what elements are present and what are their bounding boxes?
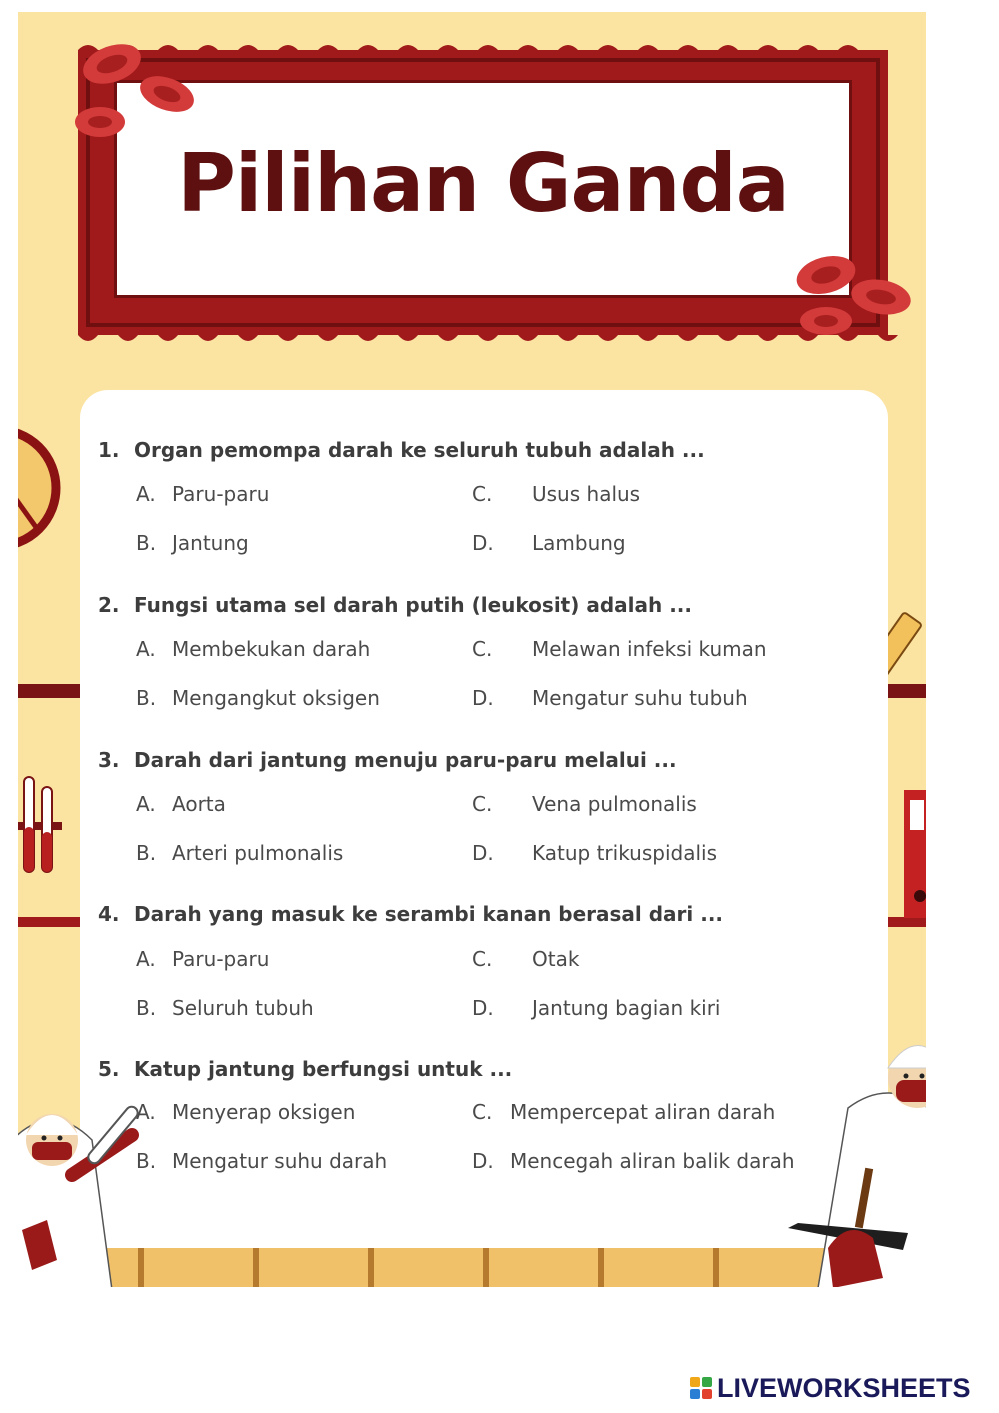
blood-cell-icon xyxy=(786,247,926,347)
blood-cell-icon xyxy=(72,34,212,144)
option-text: Jantung xyxy=(172,531,249,555)
option-letter: A. xyxy=(136,637,156,661)
option-text: Lambung xyxy=(532,531,626,555)
liveworksheets-logo[interactable] xyxy=(690,1372,971,1404)
option-d[interactable] xyxy=(472,686,748,710)
option-text: Usus halus xyxy=(532,482,641,506)
option-text: Melawan infeksi kuman xyxy=(532,637,767,661)
option-letter: D. xyxy=(472,841,494,865)
brand-name: LIVEWORKSHEETS xyxy=(717,1372,971,1403)
option-d[interactable] xyxy=(472,1149,795,1173)
option-a[interactable] xyxy=(136,637,370,661)
option-a[interactable] xyxy=(136,482,269,506)
question-text xyxy=(98,593,692,617)
option-letter: A. xyxy=(136,1100,156,1124)
red-binder-icon xyxy=(902,790,926,920)
option-text: Mempercepat aliran darah xyxy=(510,1100,776,1124)
option-c[interactable] xyxy=(472,792,697,816)
option-c[interactable] xyxy=(472,482,640,506)
liveworksheets-logo-icon xyxy=(690,1377,712,1399)
question-prompt: Fungsi utama sel darah putih (leukosit) adalah ... xyxy=(134,593,692,617)
option-c[interactable] xyxy=(472,637,767,661)
option-text: Arteri pulmonalis xyxy=(172,841,344,865)
option-letter: C. xyxy=(472,482,493,506)
option-letter: B. xyxy=(136,531,157,555)
question-text xyxy=(98,1057,512,1081)
option-letter: D. xyxy=(472,686,494,710)
option-text: Katup trikuspidalis xyxy=(532,841,718,865)
question-number: 1. xyxy=(98,438,120,462)
option-text: Menyerap oksigen xyxy=(172,1100,356,1124)
question-text xyxy=(98,748,677,772)
title-box xyxy=(114,80,852,298)
test-tube-rack-icon xyxy=(18,772,62,882)
page-title: Pilihan Ganda xyxy=(177,137,789,230)
option-text: Otak xyxy=(532,947,580,971)
option-text: Membekukan darah xyxy=(172,637,371,661)
option-text: Mengatur suhu tubuh xyxy=(532,686,748,710)
option-d[interactable] xyxy=(472,531,626,555)
option-b[interactable] xyxy=(136,531,249,555)
option-a[interactable] xyxy=(136,1100,355,1124)
option-text: Jantung bagian kiri xyxy=(532,996,721,1020)
option-letter: A. xyxy=(136,482,156,506)
option-a[interactable] xyxy=(136,792,226,816)
option-text: Seluruh tubuh xyxy=(172,996,314,1020)
option-letter: D. xyxy=(472,531,494,555)
option-b[interactable] xyxy=(136,841,343,865)
question-text xyxy=(98,438,705,462)
option-d[interactable] xyxy=(472,841,717,865)
question-number: 4. xyxy=(98,902,120,926)
option-a[interactable] xyxy=(136,947,269,971)
option-b[interactable] xyxy=(136,1149,387,1173)
option-b[interactable] xyxy=(136,996,314,1020)
option-c[interactable] xyxy=(472,947,579,971)
question-number: 5. xyxy=(98,1057,120,1081)
option-letter: B. xyxy=(136,1149,157,1173)
option-b[interactable] xyxy=(136,686,380,710)
question-number: 3. xyxy=(98,748,120,772)
worksheet-page xyxy=(18,12,926,1287)
option-letter: C. xyxy=(472,1100,493,1124)
option-letter: C. xyxy=(472,637,493,661)
magnifier-icon xyxy=(18,420,68,570)
option-letter: C. xyxy=(472,792,493,816)
question-text xyxy=(98,902,723,926)
option-text: Aorta xyxy=(172,792,226,816)
option-letter: D. xyxy=(472,1149,494,1173)
question-number: 2. xyxy=(98,593,120,617)
option-d[interactable] xyxy=(472,996,721,1020)
option-text: Mengatur suhu darah xyxy=(172,1149,388,1173)
option-letter: C. xyxy=(472,947,493,971)
question-prompt: Darah yang masuk ke serambi kanan berasal dari ... xyxy=(134,902,724,926)
option-letter: B. xyxy=(136,996,157,1020)
option-c[interactable] xyxy=(472,1100,775,1124)
option-letter: A. xyxy=(136,792,156,816)
option-text: Paru-paru xyxy=(172,947,270,971)
option-letter: B. xyxy=(136,686,157,710)
option-text: Vena pulmonalis xyxy=(532,792,697,816)
option-text: Mencegah aliran balik darah xyxy=(510,1149,795,1173)
option-text: Paru-paru xyxy=(172,482,270,506)
option-letter: A. xyxy=(136,947,156,971)
option-letter: B. xyxy=(136,841,157,865)
question-prompt: Katup jantung berfungsi untuk ... xyxy=(134,1057,513,1081)
question-prompt: Organ pemompa darah ke seluruh tubuh adalah ... xyxy=(134,438,705,462)
question-prompt: Darah dari jantung menuju paru-paru melalui ... xyxy=(134,748,677,772)
scientist-right-icon xyxy=(788,1028,926,1287)
option-letter: D. xyxy=(472,996,494,1020)
option-text: Mengangkut oksigen xyxy=(172,686,380,710)
